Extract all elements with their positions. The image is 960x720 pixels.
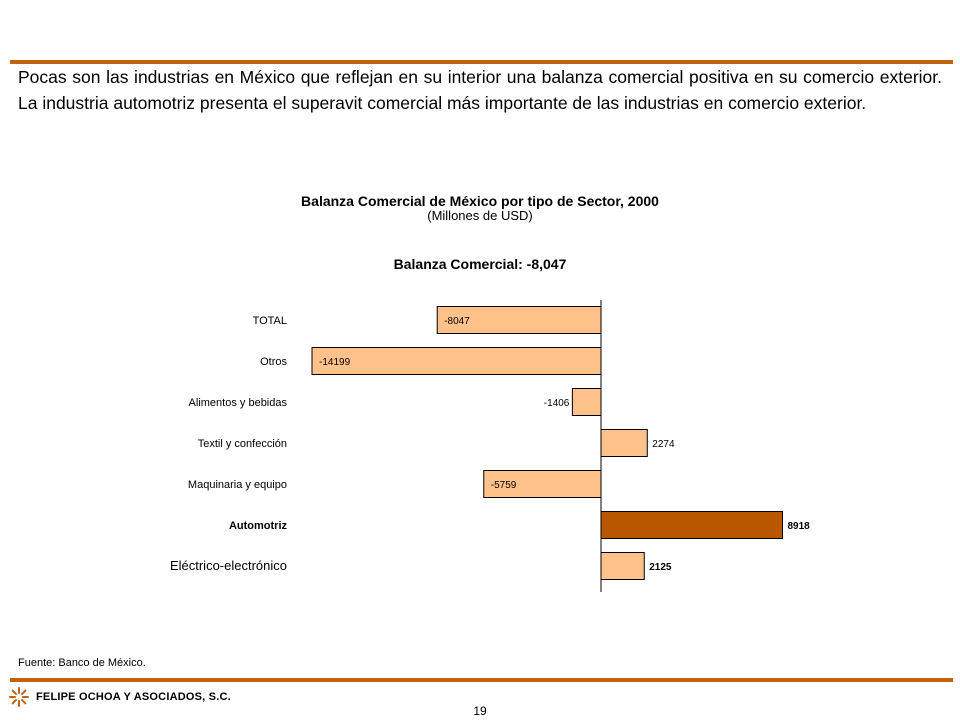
value-label-5: 8918 <box>787 521 810 532</box>
value-label-3: 2274 <box>652 439 675 450</box>
category-label-3: Textil y confección <box>197 438 287 450</box>
category-label-4: Maquinaria y equipo <box>187 479 287 491</box>
page-number: 19 <box>473 704 487 718</box>
value-label-2: -1406 <box>543 398 570 409</box>
bar-chart <box>0 290 960 600</box>
bar-2 <box>572 389 601 416</box>
bar-3 <box>601 430 647 457</box>
source-note: Fuente: Banco de México. <box>18 657 146 669</box>
company-name: FELIPE OCHOA Y ASOCIADOS, S.C. <box>36 691 231 703</box>
bar-6 <box>601 553 644 580</box>
bar-1 <box>312 348 601 375</box>
value-label-4: -5759 <box>490 480 517 491</box>
chart-title: Balanza Comercial de México por tipo de Sector, 2000 <box>301 193 659 209</box>
intro-paragraph: Pocas son las industrias en México que reflejan en su interior una balanza comercial positiva en su comercio exterior. La industria automotriz presenta el superavit comercial más importante de las industrias en comercio exterior. <box>18 67 942 113</box>
chart-headline: Balanza Comercial: -8,047 <box>393 256 567 272</box>
category-label-0: TOTAL <box>252 315 287 327</box>
value-label-0: -8047 <box>444 316 470 327</box>
bar-5 <box>601 512 783 539</box>
category-label-6: Eléctrico-electrónico <box>169 558 287 573</box>
bottom-rule <box>10 678 953 682</box>
value-label-1: -14199 <box>319 357 351 368</box>
category-label-5: Automotriz <box>228 520 287 532</box>
chart-subtitle: (Millones de USD) <box>427 208 533 223</box>
value-label-6: 2125 <box>649 562 672 573</box>
category-label-1: Otros <box>260 356 287 368</box>
category-label-2: Alimentos y bebidas <box>188 397 287 409</box>
